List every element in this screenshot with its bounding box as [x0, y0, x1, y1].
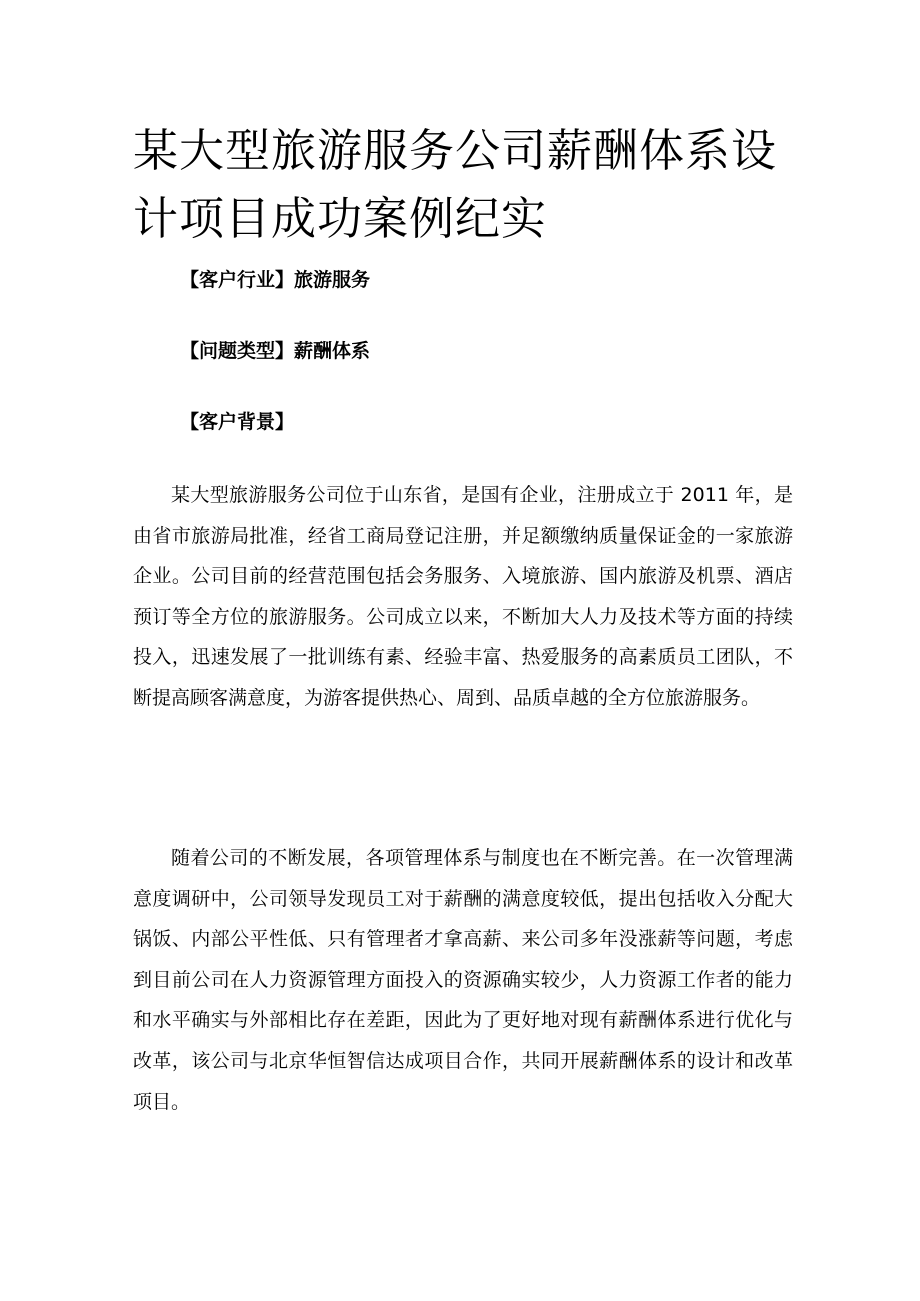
background-heading: 【客户背景】 — [180, 411, 295, 433]
background-paragraph-1: 某大型旅游服务公司位于山东省，是国有企业，注册成立于 2011 年，是由省市旅游局批准，经省工商局登记注册，并足额缴纳质量保证金的一家旅游企业。公司目前的经营范围包括会务服务、入境旅游、国内旅游及机票、酒店预订等全方位的旅游服务。公司成立以来，不断加大人力及技术等方面的持续投入，迅速发展了一批训练有素、经验丰富、热爱服务的高素质员工团队，不断提高顾客满意度，为游客提供热心、周到、品质卓越的全方位旅游服务。 — [133, 484, 793, 709]
document-title: 某大型旅游服务公司薪酬体系设计项目成功案例纪实 — [133, 124, 778, 245]
client-industry: 【客户行业】旅游服务 — [180, 269, 371, 291]
background-paragraph-2: 随着公司的不断发展，各项管理体系与制度也在不断完善。在一次管理满意度调研中，公司领导发现员工对于薪酬的满意度较低，提出包括收入分配大锅饭、内部公平性低、只有管理者才拿高薪、来公司多年没涨薪等问题，考虑到目前公司在人力资源管理方面投入的资源确实较少，人力资源工作者的能力和水平确实与外部相比存在差距，因此为了更好地对现有薪酬体系进行优化与改革，该公司与北京华恒智信达成项目合作，共同开展薪酬体系的设计和改革项目。 — [133, 847, 793, 1113]
problem-type: 【问题类型】薪酬体系 — [180, 340, 371, 362]
